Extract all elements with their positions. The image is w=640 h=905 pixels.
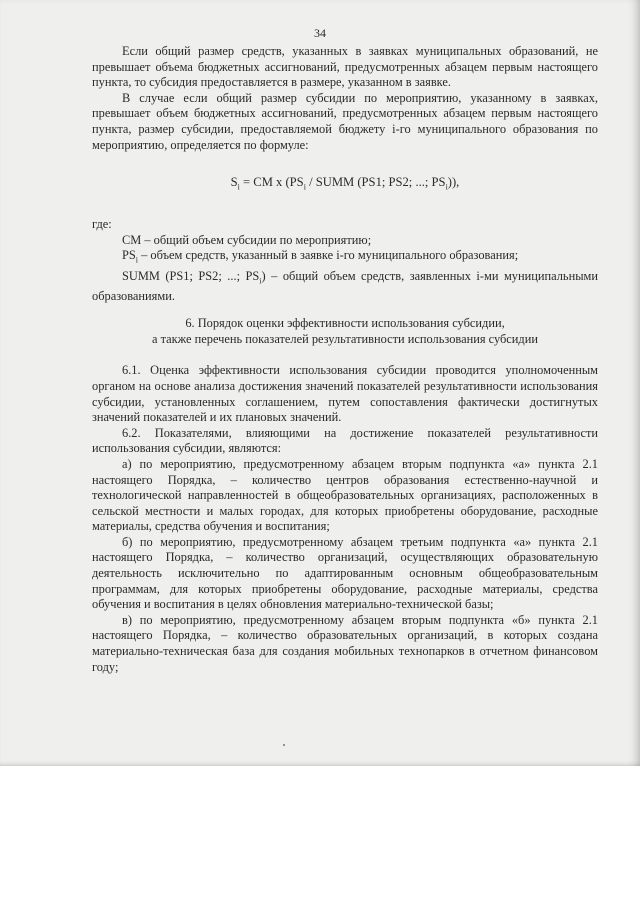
paragraph-subsidy-exceeds: В случае если общий размер субсидии по мероприятию, указанному в заявках, превышает объем бюджетных ассигнований, предусмотренных абзацем первым настоящего пункта, размер субсидии, предоставляемой бюджету i-го муниципального образования по мероприятию, определяется по формуле: [92,90,598,152]
where-label: где: [92,217,112,232]
paragraph-6-2-b: б) по мероприятию, предусмотренному абзацем третьим подпункта «а» пункта 2.1 настоящего Порядка, – количество организаций, осуществляющих образовательную деятельность исключительно по адаптированным основным общеобразовательным программам, для которых приобретены оборудование, расходные материалы, средства обучения и воспитания в целях обновления материально-технической базы; [92,534,598,612]
paragraph-6-2-a: а) по мероприятию, предусмотренному абзацем вторым подпункта «а» пункта 2.1 настоящего Порядка, – количество центров образования естественно-научной и технологической направленностей в общеобразовательных организациях, расположенных в сельской местности и малых городах, для которых приобретены оборудование, расходные материалы, средства обучения и воспитания; [92,456,598,534]
definition-cm: CM – общий объем субсидии по мероприятию; [122,232,372,247]
definition-ps: $PS_i$ – объем средств, указанный в заявке i-го муниципального образования; [122,248,519,265]
definition-summ: SUMM (PS1; PS2; ...; $PS_i$) – общий объем средств, заявленных i-ми муниципальными образованиями. [92,268,599,303]
scan-speck [283,744,285,746]
formula-definitions [92,233,598,304]
paragraph-budget-limit: Если общий размер средств, указанных в заявках муниципальных образований, не превышает объема бюджетных ассигнований, предусмотренных абзацем первым настоящего пункта, то субсидия предоставляется в размере, указанном в заявке. [92,44,598,90]
paragraph-6-2: 6.2. Показателями, влияющими на достижение показателей результативности использования субсидии, являются: [92,425,598,456]
page-number: 34 [314,26,326,40]
paragraph-6-1: 6.1. Оценка эффективности использования субсидии проводится уполномоченным органом на основе анализа достижения значений показателей результативности использования субсидии, установленных соглашением, путем сопоставления фактически достигнутых значений показателей и их плановых значений. [92,363,598,425]
subsidy-formula: $S_i$ = CM x ($PS_i$ / SUMM (PS1; PS2; ...; $PS_i$)), [230,175,460,192]
document-body [92,44,598,675]
section-6-title: 6. Порядок оценки эффективности использования субсидии, а также перечень показателей результативности использования субсидии [151,316,539,346]
paragraph-6-2-v: в) по мероприятию, предусмотренному абзацем вторым подпункта «б» пункта 2.1 настоящего Порядка, – количество образовательных организаций, в которых создана материально-техническая база для создания мобильных технопарков в отчетном финансовом году; [92,612,598,674]
